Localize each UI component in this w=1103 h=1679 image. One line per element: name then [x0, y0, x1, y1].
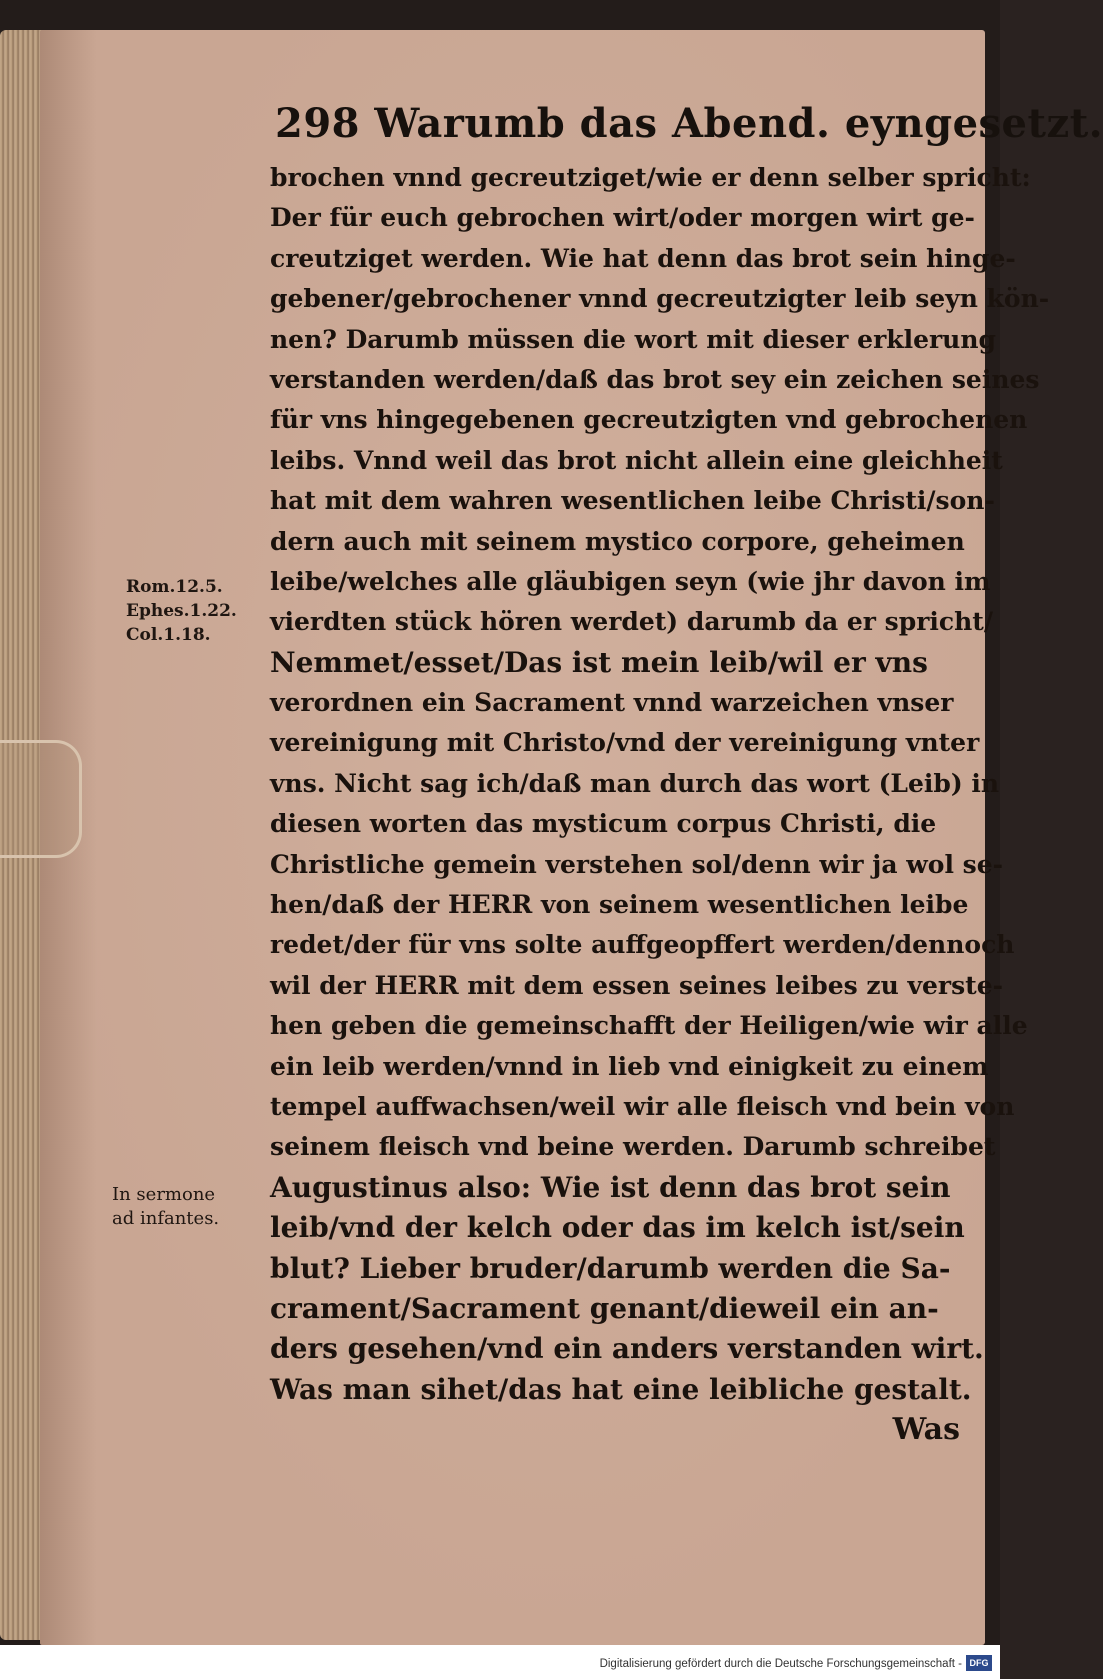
marginal-scripture-references — [126, 575, 237, 647]
text-line: leibs. Vnnd weil das brot nicht allein eine gleichheit — [270, 445, 1003, 475]
text-line: verstanden werden/daß das brot sey ein zeichen seines — [270, 364, 1040, 394]
text-line: ein leib werden/vnnd in lieb vnd einigkeit zu einem — [270, 1051, 989, 1081]
text-line: hen/daß der HERR von seinem wesentlichen leibe — [270, 890, 969, 920]
footer-bar — [0, 1645, 1000, 1679]
text-line: leibe/welches alle gläubigen seyn (wie jhr davon im — [270, 566, 991, 596]
text-line: Der für euch gebrochen wirt/oder morgen wirt ge- — [270, 203, 975, 233]
text-line: vns. Nicht sag ich/daß man durch das wort (Leib) in — [270, 768, 1000, 798]
running-head: 298 Warumb das Abend. eyngesetzt. — [275, 100, 1103, 147]
marginal-note-line: ad infantes. — [112, 1208, 220, 1229]
text-line: vereinigung mit Christo/vnd der vereinigung vnter — [270, 728, 980, 758]
text-line: dern auch mit seinem mystico corpore, geheimen — [270, 526, 965, 556]
marginal-ref: Col.1.18. — [126, 625, 211, 645]
text-line: hat mit dem wahren wesentlichen leibe Christi/son- — [270, 486, 995, 516]
text-line: für vns hingegebenen gecreutzigten vnd gebrochenen — [270, 405, 1028, 435]
text-line: verordnen ein Sacrament vnnd warzeichen vnser — [270, 688, 954, 718]
book-clasp — [0, 740, 82, 858]
text-line: gebener/gebrochener vnnd gecreutzigter leib seyn kön- — [270, 284, 1050, 314]
text-line: diesen worten das mysticum corpus Christi, die — [270, 809, 937, 839]
dfg-logo: DFG — [966, 1655, 992, 1671]
text-line: seinem fleisch vnd beine werden. Darumb schreibet — [270, 1132, 996, 1162]
marginal-note-line: In sermone — [112, 1184, 216, 1205]
text-line: hen geben die gemeinschafft der Heiligen/wie wir alle — [270, 1011, 1028, 1041]
body-text — [270, 158, 1050, 1451]
text-line: blut? Lieber bruder/darumb werden die Sa- — [270, 1251, 951, 1285]
marginal-ref: Ephes.1.22. — [126, 601, 237, 621]
marginal-ref: Rom.12.5. — [126, 577, 223, 597]
text-line: Was man sihet/das hat eine leibliche gestalt. — [270, 1372, 972, 1406]
text-line: leib/vnd der kelch oder das im kelch ist/sein — [270, 1211, 965, 1245]
text-line: ders gesehen/vnd ein anders verstanden wirt. — [270, 1332, 984, 1366]
text-line: Augustinus also: Wie ist denn das brot sein — [270, 1170, 951, 1204]
text-line: redet/der für vns solte auffgeopffert werden/dennoch — [270, 930, 1015, 960]
text-line: wil der HERR mit dem essen seines leibes zu verste- — [270, 970, 1003, 1000]
text-line: Nemmet/esset/Das ist mein leib/wil er vns — [270, 645, 928, 679]
text-line: creutziget werden. Wie hat denn das brot sein hinge- — [270, 243, 1016, 273]
text-line: vierdten stück hören werdet) darumb da er spricht/ — [270, 607, 993, 637]
text-line: Christliche gemein verstehen sol/denn wir ja wol se- — [270, 849, 1003, 879]
text-line: tempel auffwachsen/weil wir alle fleisch vnd bein von — [270, 1091, 1015, 1121]
text-line: crament/Sacrament genant/dieweil ein an- — [270, 1291, 939, 1325]
text-line: brochen vnnd gecreutziget/wie er denn selber spricht: — [270, 163, 1031, 192]
catchword: Was — [892, 1412, 960, 1448]
digitization-credit: Digitalisierung gefördert durch die Deutsche Forschungsgemeinschaft - — [599, 1658, 962, 1670]
text-line: nen? Darumb müssen die wort mit dieser erklerung — [270, 324, 996, 354]
marginal-sermon-note — [112, 1183, 219, 1231]
